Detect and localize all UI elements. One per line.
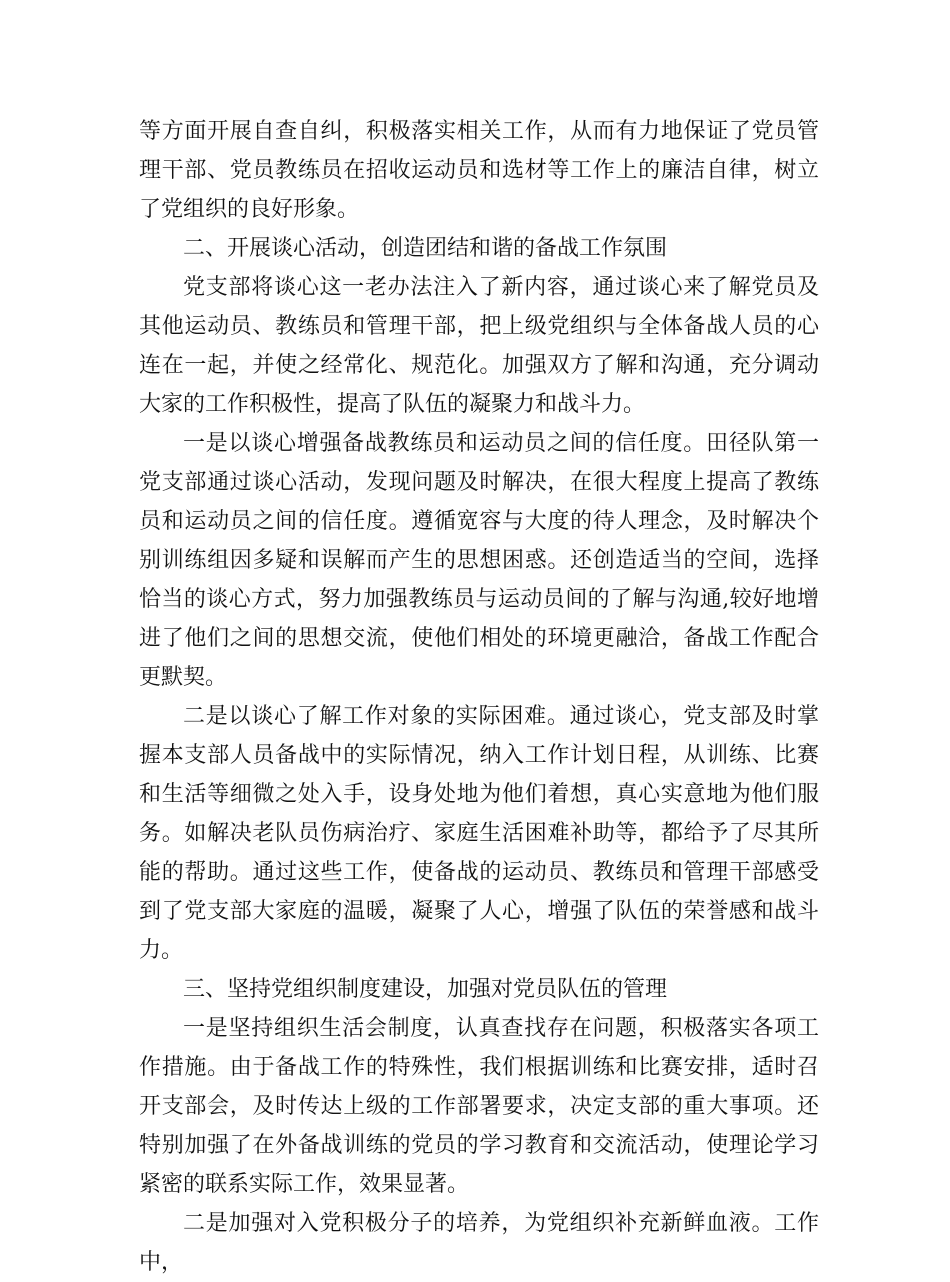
paragraph: 一是坚持组织生活会制度，认真查找存在问题，积极落实各项工作措施。由于备战工作的特殊性，我们根据训练和比赛安排，适时召开支部会，及时传达上级的工作部署要求，决定支部的重大事项。还特别加强了在外备战训练的党员的学习教育和交流活动，使理论学习紧密的联系实际工作，效果显著。 xyxy=(139,1016,819,1197)
section-heading-3: 三、坚持党组织制度建设，加强对党员队伍的管理 xyxy=(183,977,668,1002)
paragraph-continuation: 等方面开展自查自纠，积极落实相关工作，从而有力地保证了党员管理干部、党员教练员在招收运动员和选材等工作上的廉洁自律，树立了党组织的良好形象。 xyxy=(139,119,819,222)
paragraph: 一是以谈心增强备战教练员和运动员之间的信任度。田径队第一党支部通过谈心活动，发现问题及时解决，在很大程度上提高了教练员和运动员之间的信任度。遵循宽容与大度的待人理念，及时解决个别训练组因多疑和误解而产生的思想困惑。还创造适当的空间，选择恰当的谈心方式，努力加强教练员与运动员间的了解与沟通,较好地增进了他们之间的思想交流，使他们相处的环境更融洽，备战工作配合更默契。 xyxy=(139,431,819,690)
paragraph: 二是以谈心了解工作对象的实际困难。通过谈心，党支部及时掌握本支部人员备战中的实际情况，纳入工作计划日程，从训练、比赛和生活等细微之处入手，设身处地为他们着想，真心实意地为他们服务。如解决老队员伤病治疗、家庭生活困难补助等，都给予了尽其所能的帮助。通过这些工作，使备战的运动员、教练员和管理干部感受到了党支部大家庭的温暖，凝聚了人心，增强了队伍的荣誉感和战斗力。 xyxy=(139,704,819,963)
paragraph: 党支部将谈心这一老办法注入了新内容，通过谈心来了解党员及其他运动员、教练员和管理干部，把上级党组织与全体备战人员的心连在一起，并使之经常化、规范化。加强双方了解和沟通，充分调动大家的工作积极性，提高了队伍的凝聚力和战斗力。 xyxy=(139,275,819,417)
section-heading-2: 二、开展谈心活动，创造团结和谐的备战工作氛围 xyxy=(183,236,668,261)
document-body xyxy=(139,112,819,1282)
paragraph: 二是加强对入党积极分子的培养，为党组织补充新鲜血液。工作中， xyxy=(139,1211,819,1275)
